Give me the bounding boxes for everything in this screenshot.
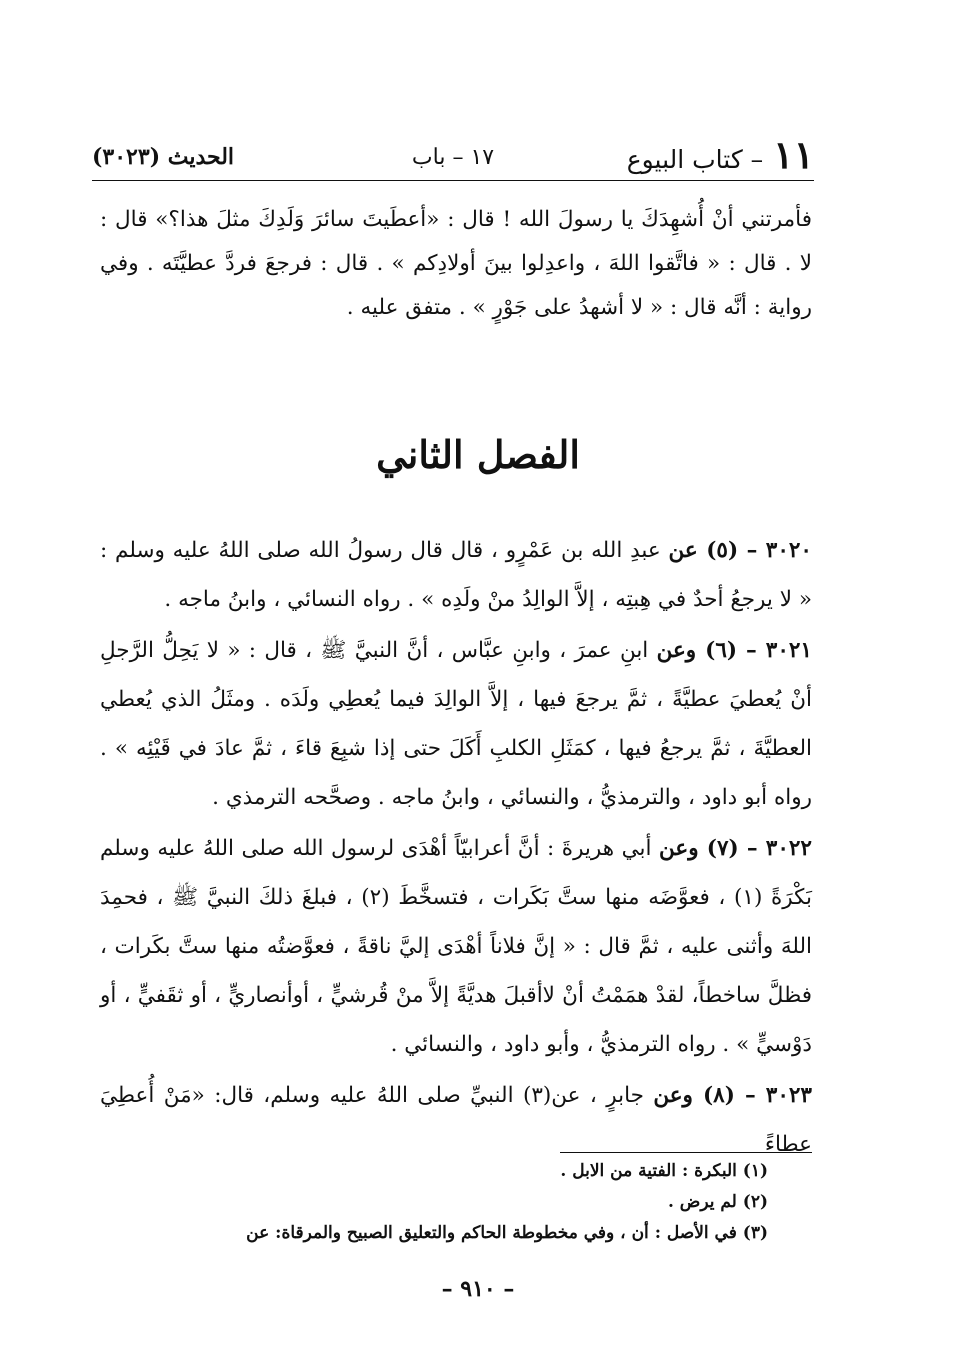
hadith-item <box>100 626 812 822</box>
hadith-item <box>100 526 812 624</box>
hadith-list <box>100 526 812 1171</box>
hadith-text: أبي هريرةَ : أنَّ أعرابيّاً أهْدَى لرسول الله صلى اللهُ عليه وسلم بَكْرَةً (١) ، فعوَّضَه منها ستَّ بَكَرات ، فتسخَّطَ (٢) ، فبلغَ ذلكَ النبيَّ ﷺ ، فحمِدَ اللهَ وأثنى عليه ، ثمَّ قال : « إنَّ فلاناً أهْدَى إليَّ ناقةً ، فعوَّضتُه منها ستَّ بكَرات ، فظلَّ ساخطاً، لقدْ همَمْتُ أنْ لاأقبلَ هديَّةً إلاَّ منْ قُرشيٍّ ، أوأنصاريٍّ ، أو ثقَفيٍّ ، أو دَوْسيٍّ » . رواه الترمذيُّ ، وأبو داود ، والنسائي . <box>100 836 812 1057</box>
chapter-label: ١٧ – باب <box>411 145 495 170</box>
footnotes <box>200 1156 768 1249</box>
book-heading <box>626 132 814 177</box>
hadith-number: ٣٠٢١ – (٦) وعن <box>656 638 812 663</box>
hadith-item <box>100 824 812 1069</box>
continuation-paragraph: فأمرتني أنْ أُشهِدَكَ يا رسولَ الله ! قال : «أعطَيتَ سائرَ وَلَدِكَ مثلَ هذا؟» قال : لا . قال : « فاتَّقوا اللهَ ، واعدِلوا بينَ أولادِكم » . قال : فرجعَ فردَّ عطيَّتَه . وفي رواية : أنَّه قال : « لا أشهدُ على جَوْرٍ » . متفق عليه . <box>100 207 812 320</box>
hadith-text: جابرٍ ، عن(٣) النبيِّ صلى اللهُ عليه وسلم، قال: «مَنْ أُعطِيَ عطاءً <box>100 1083 812 1157</box>
hadith-number: ٣٠٢٢ – (٧) وعن <box>659 836 812 861</box>
hadith-item <box>100 1071 812 1169</box>
footnote: (١) البكرة : الفتية من الابل . <box>560 1161 768 1181</box>
section-title: الفصل الثاني <box>376 432 580 477</box>
footnote: (٢) لم يرض . <box>667 1192 768 1212</box>
book-number: ١١ <box>773 132 814 177</box>
hadith-text: عبدِ الله بن عَمْرٍو ، قال قال رسولُ الله صلى اللهُ عليه وسلم : « لا يرجعُ أحدٌ في هِبتِه ، إلاَّ الوالِدُ منْ ولَدِه » . رواه النسائي ، وابنُ ماجه . <box>100 538 812 612</box>
hadith-range: الحديث (٣٠٢٣) <box>92 144 235 170</box>
page-header <box>92 128 814 177</box>
footnote-rule <box>560 1152 812 1153</box>
book-title: – كتاب البيوع <box>626 145 764 174</box>
header-rule <box>92 180 814 181</box>
footnote: (٣) في الأصل : أن ، وفي مخطوطة الحاكم والتعليق الصبيح والمرقاة: عن <box>246 1223 768 1243</box>
hadith-number: ٣٠٢٠ – (٥) عن <box>668 538 812 563</box>
hadith-number: ٣٠٢٣ – (٨) وعن <box>653 1083 812 1108</box>
hadith-text: ابنِ عمرَ ، وابنِ عبَّاس ، أنَّ النبيَّ ﷺ ، قال : « لا يَحِلُّ الرَّجلِ أنْ يُعطيَ عطيَّةً ، ثمَّ يرجعَ فيها ، إلاَّ الوالِدَ فيما يُعطِي ولَدَه . ومثَلُ الذي يُعطي العطيَّةَ ، ثمَّ يرجعُ فيها ، كمَثَلِ الكلبِ أَكَلَ حتى إذا شبِعَ قاءَ ، ثمَّ عادَ في قَيْئِه » . رواه أبو داود ، والترمذيُّ ، والنسائي ، وابنُ ماجه . وصحَّحه الترمذي . <box>100 638 812 810</box>
page-number: – ٩١٠ – <box>441 1276 515 1302</box>
